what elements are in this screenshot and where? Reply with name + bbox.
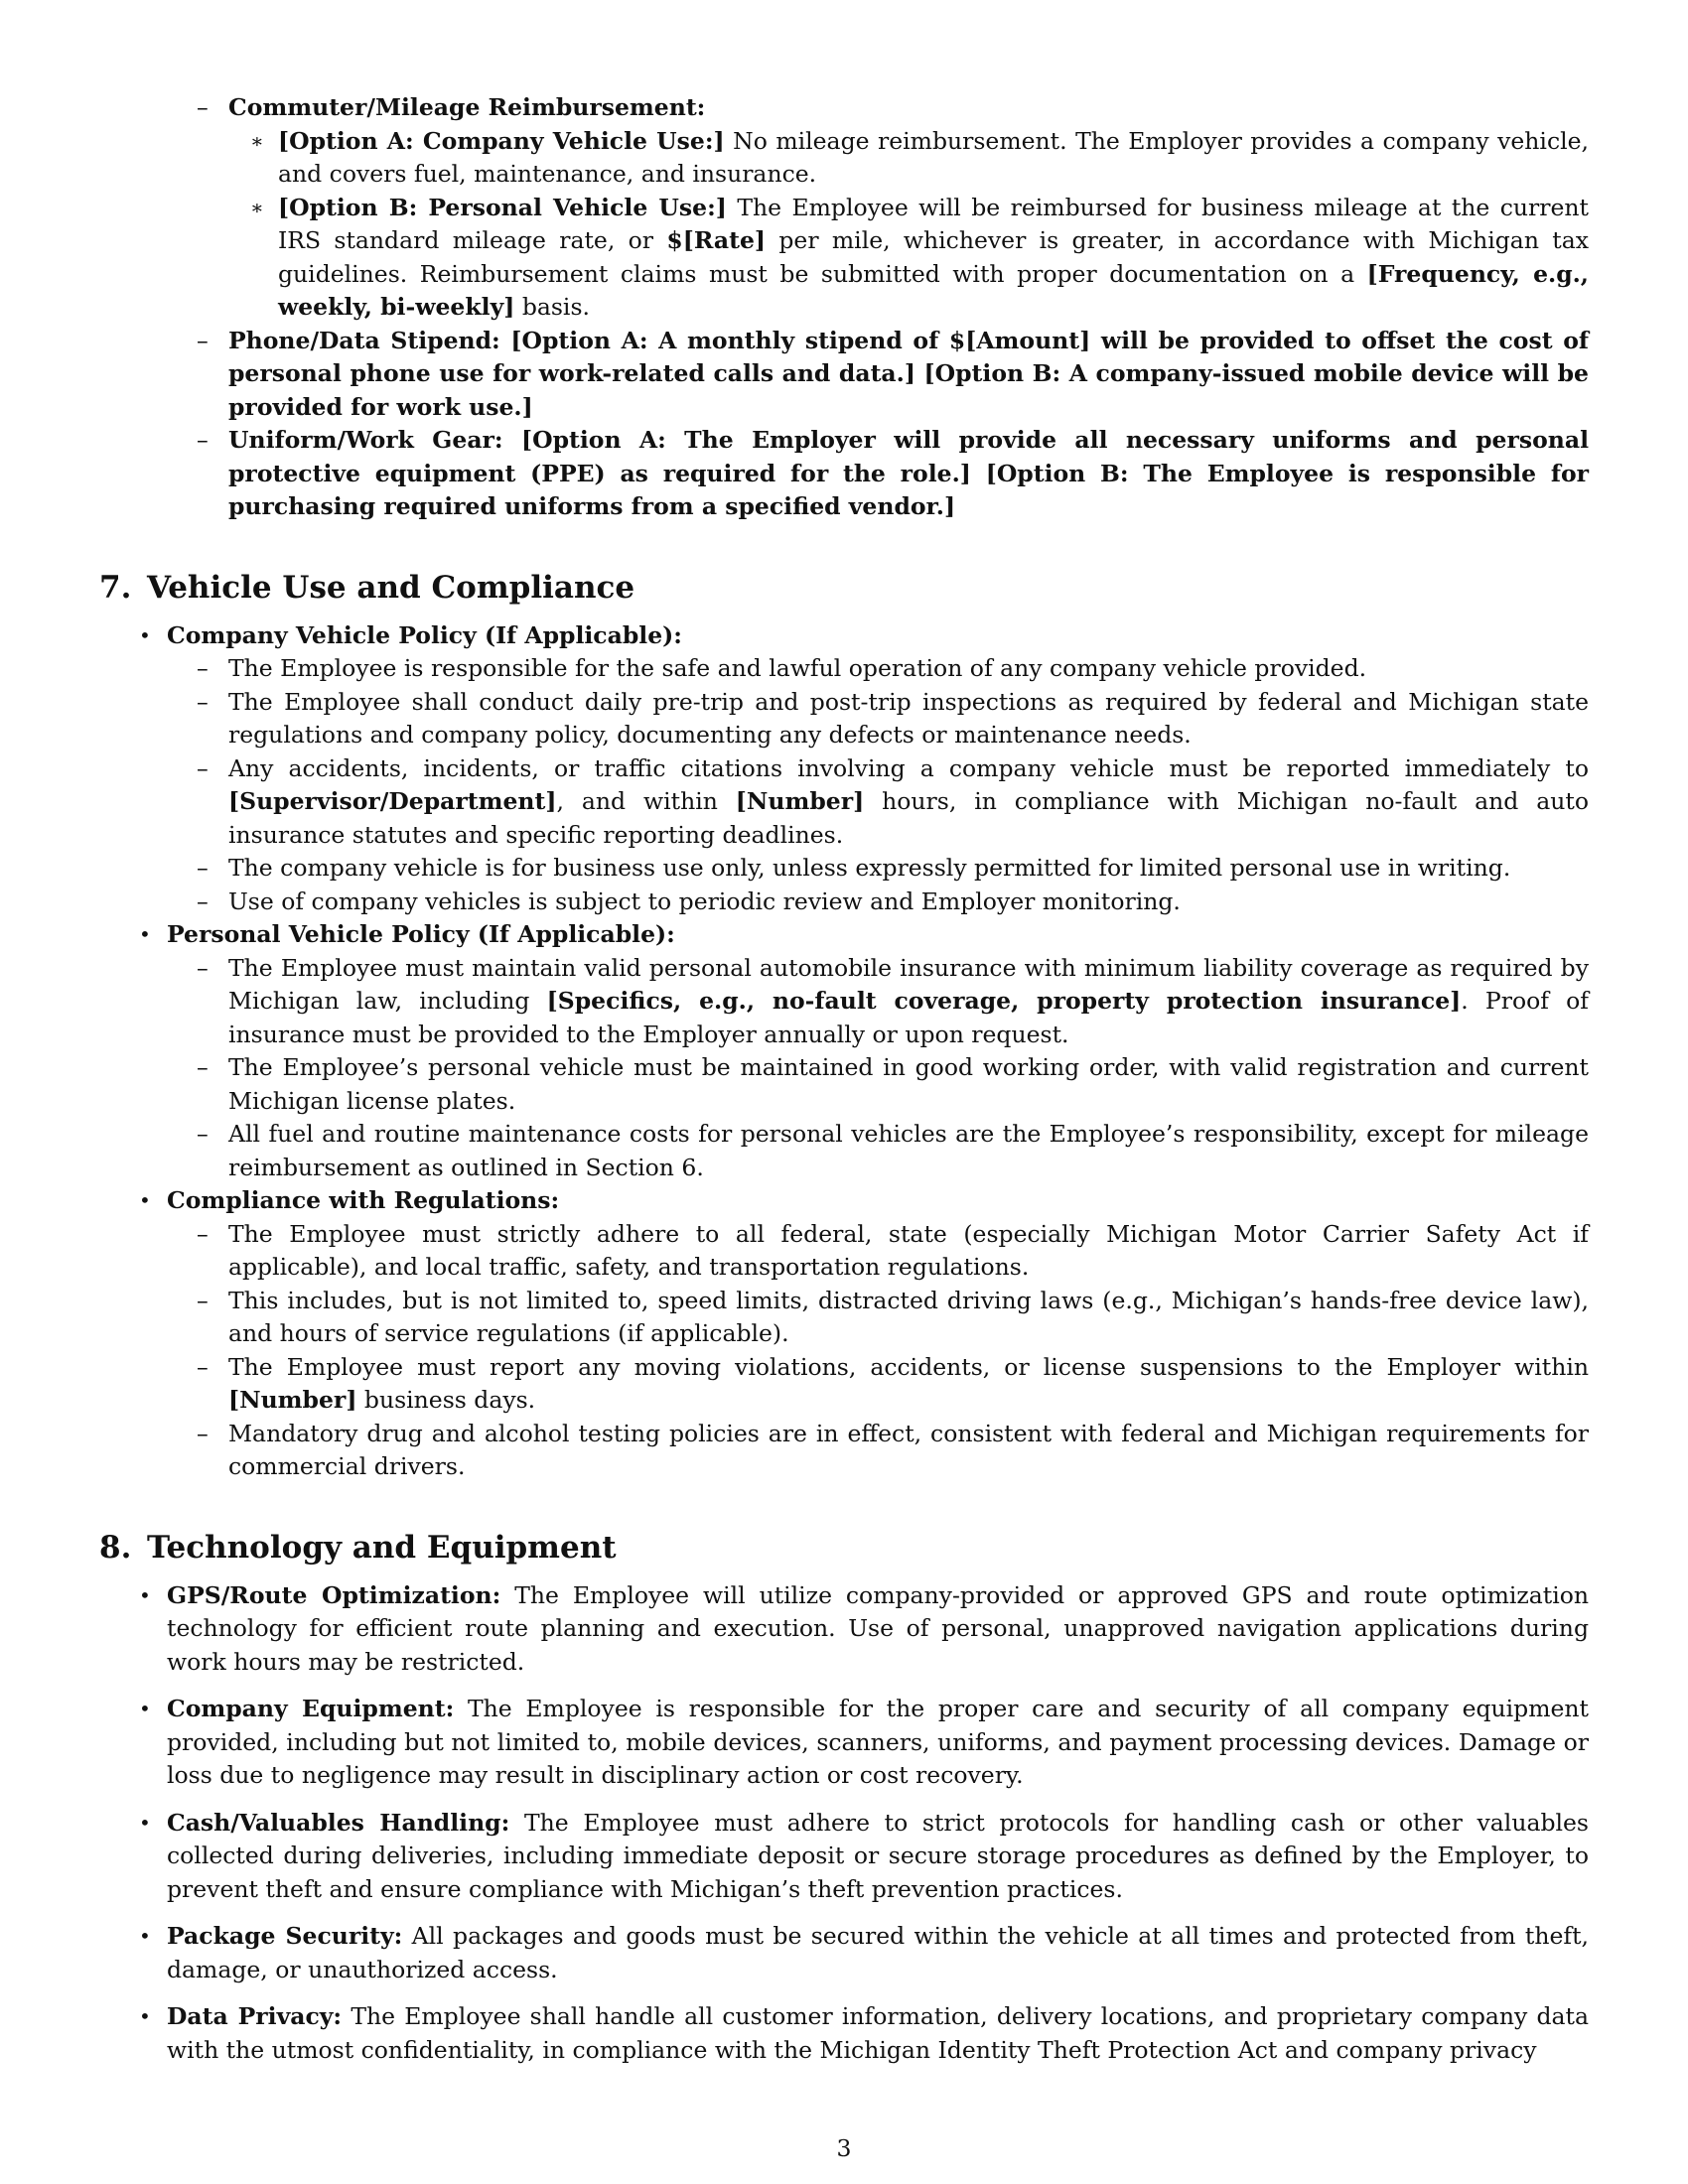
list-item-gps — [99, 1579, 1589, 1680]
option-b-label: [Option B: Personal Vehicle Use:] — [278, 193, 727, 221]
list-item-text: The Employee must maintain valid personal automobile insurance with minimum liability coverage as required by Michigan law, including — [228, 953, 1589, 1015]
list-item-text: All fuel and routine maintenance costs for personal vehicles are the Employee’s responsibility, except for mileage reimbursement as outlined in Section 6. — [228, 1120, 1589, 1181]
list-item-phone — [99, 325, 1589, 425]
list-item — [99, 1285, 1589, 1351]
bullet-marker: • — [139, 1810, 151, 1835]
star-marker: ∗ — [250, 128, 264, 153]
uniform-label: Uniform/Work Gear: — [228, 426, 503, 454]
list-item — [99, 952, 1589, 1052]
list-item-company-vehicle — [99, 619, 1589, 653]
section-number: 8. — [99, 1529, 132, 1566]
equipment-label: Company Equipment: — [167, 1695, 455, 1722]
option-a-text: No mileage reimbursement. The Employer provides a company vehicle, and covers fuel, maintenance, and insurance. — [278, 126, 1589, 188]
list-item-commuter — [99, 91, 1589, 125]
commuter-label: Commuter/Mileage Reimbursement: — [228, 93, 706, 121]
dash-marker: – — [197, 887, 209, 915]
compliance-label: Compliance with Regulations: — [167, 1186, 560, 1214]
list-item-text: Any accidents, incidents, or traffic citations involving a company vehicle must be reported immediately to — [228, 753, 1589, 782]
star-marker: ∗ — [250, 195, 264, 219]
list-item — [99, 852, 1589, 886]
placeholder-number: [Number] — [228, 1386, 357, 1414]
list-item-text: . Proof of insurance must be provided to the Employer annually or upon request. — [228, 987, 1589, 1048]
list-item-text: The Employee shall conduct daily pre-trip and post-trip inspections as required by federal and Michigan state regulations and company policy, documenting any defects or maintenance needs. — [228, 687, 1589, 749]
option-b-text: The Employee will be reimbursed for business mileage at the current IRS standard mileage rate, or — [278, 193, 1589, 254]
placeholder-number: [Number] — [735, 787, 865, 815]
list-item-text: The company vehicle is for business use only, unless expressly permitted for limited personal use in writing. — [228, 854, 1511, 882]
personal-vehicle-label: Personal Vehicle Policy (If Applicable): — [167, 920, 675, 948]
option-b-text: basis. — [514, 293, 590, 321]
list-item — [99, 686, 1589, 752]
privacy-label: Data Privacy: — [167, 2002, 343, 2030]
bullet-marker: • — [139, 2004, 151, 2028]
bullet-marker: • — [139, 1582, 151, 1607]
gps-text: The Employee will utilize company-provided or approved GPS and route optimization technology for efficient route planning and execution. Use of personal, unapproved navigation applications during work hours may be restricted. — [167, 1580, 1590, 1676]
bullet-marker: • — [139, 1924, 151, 1948]
page-content — [99, 91, 1589, 2067]
dash-marker: – — [197, 753, 209, 782]
placeholder-supervisor: [Supervisor/Department] — [228, 787, 557, 815]
dash-marker: – — [197, 1219, 209, 1248]
list-item-privacy — [99, 2000, 1589, 2067]
dash-marker: – — [197, 1419, 209, 1447]
dash-marker: – — [197, 654, 209, 682]
dash-marker: – — [197, 1053, 209, 1081]
list-item-equipment — [99, 1693, 1589, 1793]
list-item-compliance — [99, 1184, 1589, 1218]
dash-marker: – — [197, 1120, 209, 1148]
option-a-label: [Option A: Company Vehicle Use:] — [278, 126, 725, 155]
dash-marker: – — [197, 953, 209, 982]
privacy-text: The Employee shall handle all customer information, delivery locations, and proprietary company data with the utmost confidentiality, in compliance with the Michigan Identity Theft Protection Act and company privacy — [167, 2002, 1589, 2064]
uniform-text: [Option A: The Employer will provide all necessary uniforms and personal protective equipment (PPE) as required for the role.] [Option B: The Employee is responsible for purchasing required uniforms from a specified vendor.] — [228, 426, 1589, 520]
bullet-marker: • — [139, 622, 151, 647]
option-b-rate: $[Rate] — [666, 226, 767, 254]
dash-marker: – — [197, 687, 209, 716]
list-item-text: The Employee is responsible for the safe and lawful operation of any company vehicle provided. — [228, 654, 1367, 682]
gps-label: GPS/Route Optimization: — [167, 1580, 501, 1609]
list-item-text: The Employee’s personal vehicle must be maintained in good working order, with valid registration and current Michigan license plates. — [228, 1053, 1589, 1115]
section-heading-7 — [99, 568, 1589, 608]
list-item — [99, 1351, 1589, 1418]
bullet-marker: • — [139, 1188, 151, 1212]
company-vehicle-label: Company Vehicle Policy (If Applicable): — [167, 620, 682, 649]
list-item-text: Use of company vehicles is subject to periodic review and Employer monitoring. — [228, 887, 1181, 915]
list-item — [99, 652, 1589, 686]
list-item-package — [99, 1920, 1589, 1986]
section-title: Technology and Equipment — [147, 1529, 617, 1566]
list-item — [99, 1051, 1589, 1118]
dash-marker: – — [197, 1286, 209, 1314]
package-label: Package Security: — [167, 1922, 403, 1950]
phone-label: Phone/Data Stipend: — [228, 326, 500, 354]
list-item-text: The Employee must strictly adhere to all federal, state (especially Michigan Motor Carrier Safety Act if applicable), and local traffic, safety, and transportation regulations. — [228, 1219, 1589, 1281]
section-heading-8 — [99, 1528, 1589, 1568]
dash-marker: – — [197, 426, 209, 454]
equipment-text: The Employee is responsible for the proper care and security of all company equipment provided, including but not limited to, mobile devices, scanners, uniforms, and payment processing devices. Damage or loss due to negligence may result in disciplinary action or cost recovery. — [167, 1695, 1589, 1789]
section-title: Vehicle Use and Compliance — [147, 569, 635, 606]
list-item-personal-vehicle — [99, 918, 1589, 952]
list-item — [99, 1418, 1589, 1484]
bullet-marker: • — [139, 922, 151, 946]
list-item-option-b — [99, 192, 1589, 325]
list-item-text: The Employee must report any moving violations, accidents, or license suspensions to the Employer within — [228, 1352, 1589, 1381]
list-item-text: business days. — [356, 1386, 536, 1414]
section-number: 7. — [99, 569, 132, 606]
list-item — [99, 886, 1589, 919]
dash-marker: – — [197, 1352, 209, 1381]
option-b-text: per mile, whichever is greater, in accordance with Michigan tax guidelines. Reimbursement claims must be submitted with proper documentation on a — [278, 226, 1589, 288]
package-text: All packages and goods must be secured within the vehicle at all times and protected from theft, damage, or unauthorized access. — [167, 1922, 1590, 1983]
cash-text: The Employee must adhere to strict protocols for handling cash or other valuables collected during deliveries, including immediate deposit or secure storage procedures as defined by the Employer, to prevent theft and ensure compliance with Michigan’s theft prevention practices. — [167, 1808, 1589, 1903]
list-item-option-a — [99, 125, 1589, 192]
list-item-text: hours, in compliance with Michigan no-fault and auto insurance statutes and specific reporting deadlines. — [228, 787, 1590, 849]
bullet-marker: • — [139, 1697, 151, 1720]
list-item-text: This includes, but is not limited to, speed limits, distracted driving laws (e.g., Michigan’s hands-free device law), and hours of service regulations (if applicable). — [228, 1286, 1589, 1347]
placeholder-specifics: [Specifics, e.g., no-fault coverage, property protection insurance] — [546, 987, 1462, 1015]
dash-marker: – — [197, 326, 209, 354]
dash-marker: – — [197, 93, 209, 121]
list-item-uniform — [99, 424, 1589, 524]
list-item-text: Mandatory drug and alcohol testing policies are in effect, consistent with federal and Michigan requirements for commercial drivers. — [228, 1419, 1589, 1480]
phone-text: [Option A: A monthly stipend of $[Amount] will be provided to offset the cost of personal phone use for work-related calls and data.] [Option B: A company-issued mobile device will be provided for work use.] — [228, 326, 1590, 421]
list-item — [99, 1218, 1589, 1285]
list-item — [99, 752, 1589, 853]
list-item-text: , and within — [556, 787, 736, 815]
cash-label: Cash/Valuables Handling: — [167, 1808, 510, 1837]
list-item — [99, 1118, 1589, 1184]
option-b-frequency: [Frequency, e.g., weekly, bi-weekly] — [278, 259, 1589, 321]
dash-marker: – — [197, 854, 209, 882]
list-item-cash — [99, 1807, 1589, 1907]
page-number: 3 — [836, 2134, 852, 2162]
